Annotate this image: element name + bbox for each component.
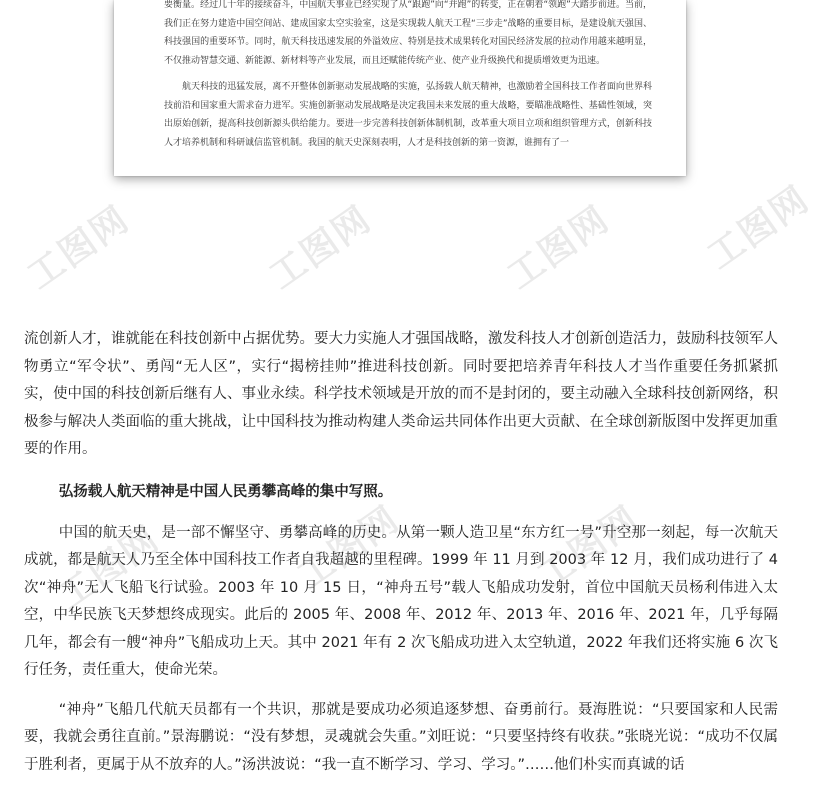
article-body [24,326,778,791]
preview-paragraph-2: 航天科技的迅猛发展，离不开整体创新驱动发展战略的实施，弘扬载人航天精神，也激励着全国科技工作者面向世界科技前沿和国家重大需求奋力进军。实施创新驱动发展战略是决定我国未来发展的重大战略，要瞄准战略性、基础性领域，突出原始创新，提高科技创新源头供给能力。要进一步完善科技创新体制机制，改革重大项目立项和组织管理方式，创新科技人才培养机制和科研诚信监管机制。我国的航天史深刻表明，人才是科技创新的第一资源，谁拥有了一 [164,82,652,148]
watermark-4: 工图网 [700,178,818,278]
continuation-paragraph: 流创新人才，谁就能在科技创新中占据优势。要大力实施人才强国战略，激发科技人才创新创造活力，鼓励科技领军人物勇立“军令状”、勇闯“无人区”，实行“揭榜挂帅”推进科技创新。同时要把培养青年科技人才当作重要任务抓紧抓实，使中国的科技创新后继有人、事业永续。科学技术领域是开放的而不是封闭的，要主动融入全球科技创新网络，积极参与解决人类面临的重大挑战，让中国科技为推动构建人类命运共同体作出更大贡献、在全球创新版图中发挥更加重要的作用。 [24,331,778,457]
body-paragraph-1: 中国的航天史，是一部不懈坚守、勇攀高峰的历史。从第一颗人造卫星“东方红一号”升空那一刻起，每一次航天成就，都是航天人乃至全体中国科技工作者自我超越的里程碑。1999 年 11 月到 2003 年 12 月，我们成功进行了 4 次“神舟”无人飞船飞行试验。2003 年 10 月 15 日，“神舟五号”载人飞船成功发射，首位中国航天员杨利伟进入太空，中华民族飞天梦想终成现实。此后的 2005 年、2008 年、2012 年、2013 年、2016 年、2021 年，几乎每隔几年，都会有一艘“神舟”飞船成功上天。其中 2021 年有 2 次飞船成功进入太空轨道，2022 年我们还将实施 6 次飞行任务，责任重大，使命光荣。 [24,524,778,678]
watermark-2: 工图网 [262,198,380,298]
watermark-5: 工图网 [50,518,168,618]
page-preview-area [0,0,818,300]
preview-text [164,0,652,152]
body-paragraph-2: “神舟”飞船几代航天员都有一个共识，那就是要成功必须追逐梦想、奋勇前行。聂海胜说：“只要国家和人民需要，我就会勇往直前。”景海鹏说：“没有梦想，灵魂就会失重。”刘旺说：“只要坚持终有收获。”张晓光说：“成功不仅属于胜利者，更属于从不放弃的人。”汤洪波说：“我一直不断学习、学习、学习。”……他们朴实而真诚的话 [24,701,778,773]
section-heading: 弘扬载人航天精神是中国人民勇攀高峰的集中写照。 [58,483,393,500]
watermark-3: 工图网 [500,198,618,298]
preview-paragraph-1: 要衡量。经过几十年的接续奋斗，中国航天事业已经实现了从“跟跑”向“并跑”的转变，正在朝着“领跑”大踏步前进。当前，我们正在努力建造中国空间站、建成国家太空实验室，这是实现载人航天工程“三步走”战略的重要目标，是建设航天强国、科技强国的重要环节。同时，航天科技迅速发展的外溢效应、特别是技术成果转化对国民经济发展的拉动作用越来越明显，不仅推动智慧交通、新能源、新材料等产业发展，而且还赋能传统产业、使产业升级换代和提质增效更为迅速。 [164,0,652,66]
document-page-preview [114,0,686,176]
watermark-1: 工图网 [20,198,138,298]
watermark-6: 工图网 [290,498,408,598]
watermark-7: 工图网 [530,498,648,598]
